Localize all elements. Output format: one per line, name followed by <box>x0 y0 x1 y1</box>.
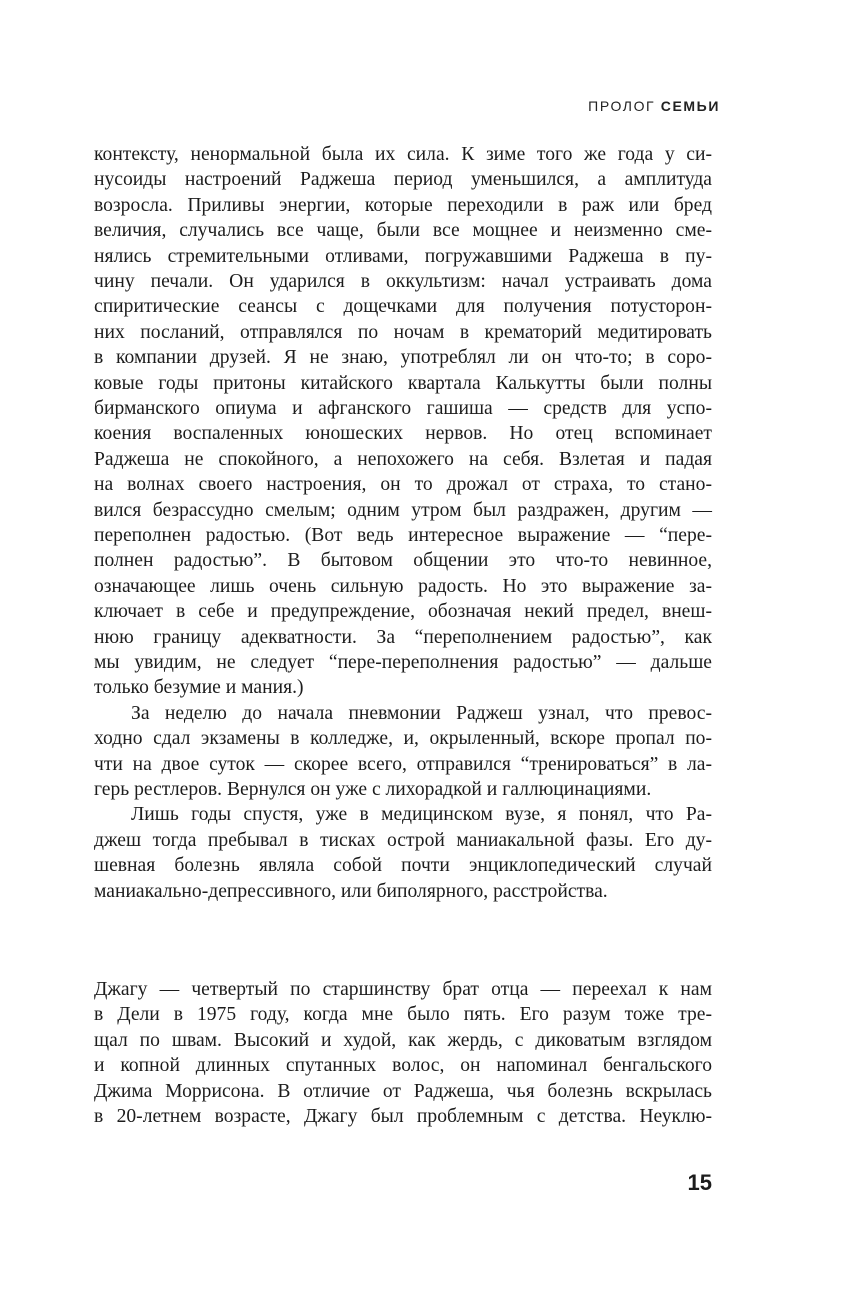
page-number: 15 <box>687 1170 712 1195</box>
text-line: спиритические сеансы с дощечками для получения потусторон- <box>94 296 712 318</box>
text-line: шевная болезнь являла собой почти энциклопедический случай <box>94 855 712 877</box>
text-line: герь рестлеров. Вернулся он уже с лихорадкой и галлюцинациями. <box>94 779 652 800</box>
text-line: возросла. Приливы энергии, которые переходили в раж или бред <box>94 194 712 216</box>
text-line: ключает в себе и предупреждение, обозначая некий предел, внеш- <box>94 601 712 623</box>
text-line: в компании друзей. Я не знаю, употреблял ли он что-то; в соро- <box>94 347 712 369</box>
text-line: нялись стремительными отливами, погружавшими Раджеша в пу- <box>94 245 712 267</box>
text-line: в 20-летнем возрасте, Джагу был проблемным с детства. Неуклю- <box>94 1106 712 1127</box>
running-header <box>500 98 720 114</box>
text-line: бирманского опиума и афганского гашиша — средств для успо- <box>94 398 712 419</box>
text-line: мы увидим, не следует “пере-переполнения радостью” — дальше <box>94 652 712 673</box>
text-line: ковые годы притоны китайского квартала Калькутты были полны <box>94 372 712 394</box>
text-line: контексту, ненормальной была их сила. К зиме того же года у си- <box>94 144 712 165</box>
text-line: маниакально-депрессивного, или биполярного, расстройства. <box>94 880 608 902</box>
text-line: вился безрассудно смелым; одним утром был раздражен, другим — <box>94 499 712 521</box>
text-line: полнен радостью”. В бытовом общении это что-то невинное, <box>94 550 712 572</box>
running-header-prefix: ПРОЛОГ <box>588 98 656 114</box>
text-line: джеш тогда пребывал в тисках острой маниакальной фазы. Его ду- <box>94 829 712 851</box>
text-line: на волнах своего настроения, он то дрожал от страха, то стано- <box>94 474 712 496</box>
text-line: щал по швам. Высокий и худой, как жердь, с диковатым взглядом <box>94 1029 712 1051</box>
text-line: нюю границу адекватности. За “переполнением радостью”, как <box>94 626 712 648</box>
text-line: Джима Моррисона. В отличие от Раджеша, чья болезнь вскрылась <box>94 1080 712 1102</box>
text-line: в Дели в 1975 году, когда мне было пять. Его разум тоже тре- <box>94 1004 712 1026</box>
text-line: переполнен радостью. (Вот ведь интересное выражение — “пере- <box>94 525 712 546</box>
text-line: чину печали. Он ударился в оккультизм: начал устраивать дома <box>94 271 712 292</box>
text-line: ходно сдал экзамены в колледже, и, окрыленный, вскоре пропал по- <box>94 728 712 750</box>
text-line: и копной длинных спутанных волос, он напоминал бенгальского <box>94 1055 712 1077</box>
running-header-section: СЕМЬИ <box>660 98 720 114</box>
text-line: означающее лишь очень сильную радость. Но это выражение за- <box>94 575 712 597</box>
text-line: коения воспаленных юношеских нервов. Но отец вспоминает <box>94 423 712 445</box>
text-line: величия, случались все чаще, были все мощнее и неизменно сме- <box>94 220 712 242</box>
text-line: нусоиды настроений Раджеша период уменьшился, а амплитуда <box>94 169 712 191</box>
text-line: Лишь годы спустя, уже в медицинском вузе, я понял, что Ра- <box>131 804 712 826</box>
text-line: За неделю до начала пневмонии Раджеш узнал, что превос- <box>131 702 712 724</box>
text-line: них посланий, отправлялся по ночам в крематорий медитировать <box>94 321 712 343</box>
text-line: чти на двое суток — скорее всего, отправился “тренироваться” в ла- <box>94 753 712 775</box>
text-line: Джагу — четвертый по старшинству брат отца — переехал к нам <box>94 979 712 1000</box>
text-line: только безумие и мания.) <box>94 677 304 699</box>
text-line: Раджеша не спокойного, а непохожего на себя. Взлетая и падая <box>94 448 712 470</box>
